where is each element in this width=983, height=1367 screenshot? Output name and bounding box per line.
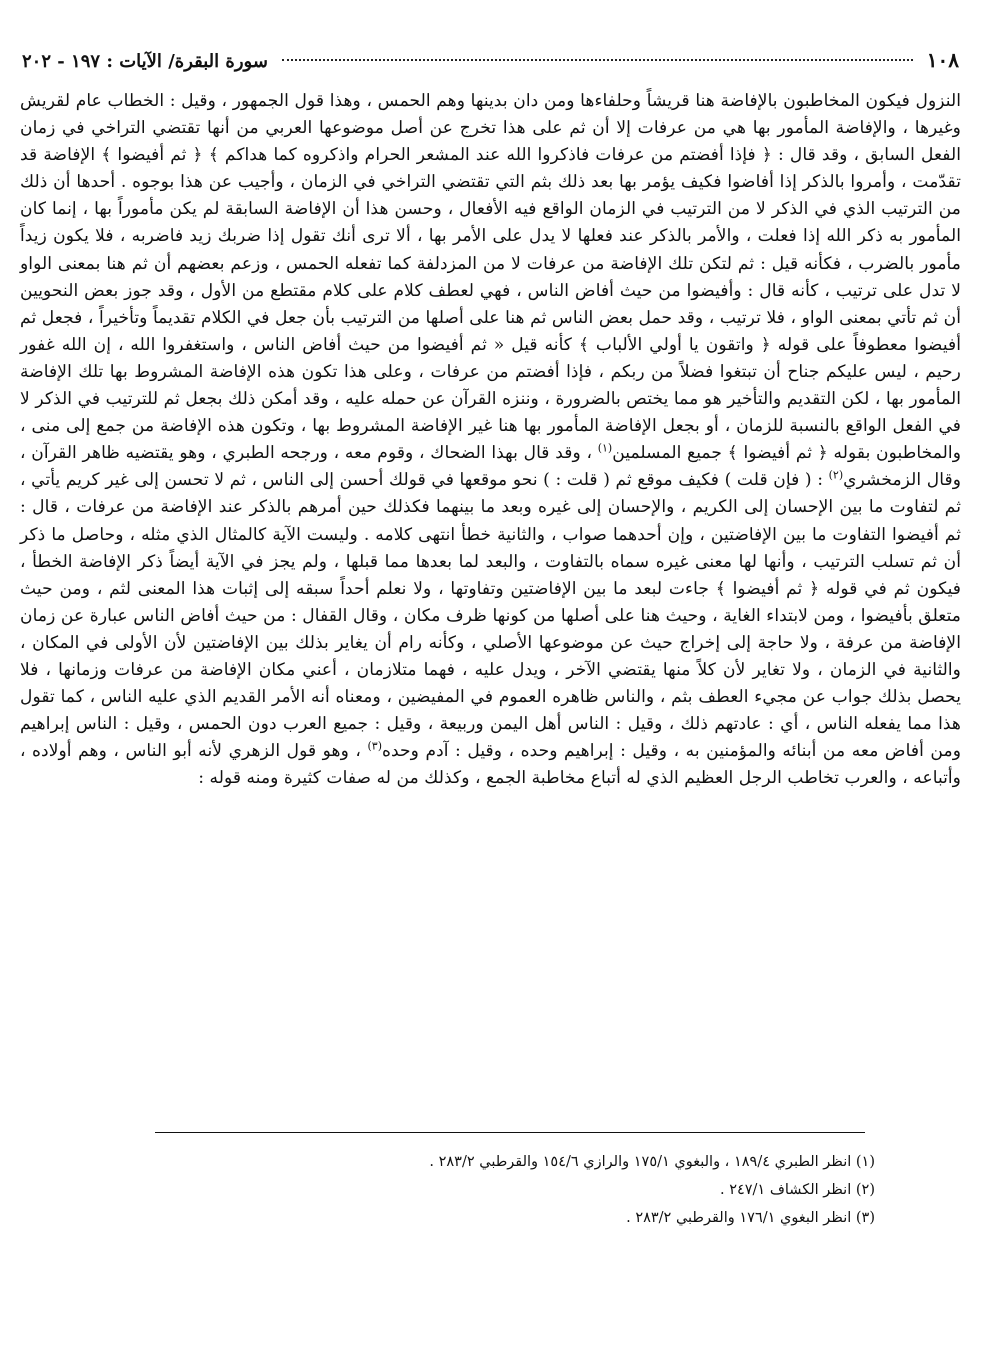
page-header <box>18 48 963 88</box>
dotted-leader <box>282 59 913 61</box>
footnote-2: (٢) انظر الكشاف ٢٤٧/١ . <box>719 1182 875 1198</box>
paragraph-part-3: : ( فإن قلت ) فكيف موقع ثم ( قلت : ) نحو موقعها في قولك أحسن إلى الناس ، ثم لا تحسن إلى غير كريم يأتي ، ثم لتفاوت ما بين الإحسان إلى الكريم ، والإحسان إلى غيره وبعد ما بينهما فكذلك حين أمرهم بالذكر عند الإفاضة من عرفات ، قال : ثم أفيضوا التفاوت ما بين الإفاضتين ، وإن أحدهما صواب ، والثانية خطأ انتهى كلامه . وليست الآية كالمثال الذي مثله ، وحاصل ما ذكر أن ثم تسلب الترتيب ، وأنها لها معنى غيره سماه بالتفاوت ، والبعد لما بعدها مما قبلها ، ولم يجز في الآية أيضاً ذكر الإفاضة الخطأ ، فيكون ثم في قوله ﴿ ثم أفيضوا ﴾ جاءت لبعد ما بين الإفاضتين وتفاوتها ، ولا نعلم أحداً سبقه إلى إثبات هذا المعنى لثم ، ومن حيث متعلق بأفيضوا ، ومن لابتداء الغاية ، وحيث هنا على أصلها من كونها ظرف مكان ، وقال القفال : من حيث أفاض الناس عبارة عن زمان الإفاضة من عرفة ، ولا حاجة إلى إخراج حيث عن موضوعها الأصلي ، وكأنه رام أن يغاير بذلك بين الإفاضتين لأن الأولى في المكان ، والثانية في الزمان ، ولا تغاير لأن كلاً منها يقتضي الآخر ، ويدل عليه ، فهما متلازمان ، أعني مكان الإفاضة من عرفات وزمانها ، فلا يحصل بذلك جواب عن مجيء العطف بثم ، والناس ظاهره العموم في المفيضين ، ومعناه أنه الأمر القديم الذي عليه الناس ، كما تقول هذا مما يفعله الناس ، أي : عادتهم ذلك ، وقيل : الناس أهل اليمن وربيعة ، وقيل : جميع العرب دون الحمس ، وقيل : الناس إبراهيم ومن أفاض معه من أبنائه والمؤمنين به ، وقيل : إبراهيم وحده ، وقيل : آدم وحده <box>20 470 962 762</box>
page-number: ١٠٨ <box>926 48 959 72</box>
footnote-3: (٣) انظر البغوي ١٧٦/١ والقرطبي ٢٨٣/٢ . <box>626 1210 875 1226</box>
book-page <box>18 48 963 1338</box>
running-title: سورة البقرة/ الآيات : ١٩٧ - ٢٠٢ <box>22 51 268 72</box>
footnote-separator <box>155 1132 865 1133</box>
footnote-ref-2: (٢) <box>828 468 844 482</box>
paragraph-part-4: ، وهو قول الزهري لأنه أبو الناس ، وهم أولاده ، وأتباعه ، والعرب تخاطب الرجل العظيم الذي له أتباع مخاطبة الجمع ، وكذلك من له صفات كثيرة ومنه قوله : <box>20 741 961 789</box>
paragraph-part-1: النزول فيكون المخاطبون بالإفاضة هنا قريشاً وحلفاءها ومن دان بدينها وهم الحمس ، وهذا قول الجمهور ، وقيل : الخطاب عام لقريش وغيرها ، والإفاضة المأمور بها هي من عرفات إلا أن ثم على هذا تخرج عن أصل موضوعها العربي من أنها تقتضي التراخي في زمان الفعل السابق ، وقد قال : ﴿ فإذا أفضتم من عرفات فاذكروا الله عند المشعر الحرام واذكروه كما هداكم ﴾ ﴿ ثم أفيضوا ﴾ الإفاضة قد تقدّمت ، وأمروا بالذكر إذا أفاضوا فكيف يؤمر بها بعد ذلك بثم التي تقتضي التراخي في الزمان ، وأجيب عن هذا بوجوه . أحدها أن ذلك من الترتيب الذي في الذكر لا من الترتيب في الزمان الواقع فيه الأفعال ، وحسن هذا أن الإفاضة السابقة لم يكن مأموراً بها ، إنما كان المأمور به ذكر الله إذا فعلت ، والأمر بالذكر عند فعلها لا يدل على الأمر بها ، ألا ترى أنك تقول إذا ضربك زيد فاضربه ، فلا يكون زيداً مأمور بالضرب ، فكأنه قيل : ثم لتكن تلك الإفاضة من عرفات لا من المزدلفة كما تفعله الحمس ، وزعم بعضهم أن ثم هنا بمعنى الواو لا تدل على ترتيب ، كأنه قال : وأفيضوا من حيث أفاض الناس ، فهي لعطف كلام على كلام مقتطع من الأول ، وقد جوز بعض النحويين أن ثم تأتي بمعنى الواو ، فلا ترتيب ، وقد حمل بعض الناس ثم هنا على أصلها من الترتيب بأن جعل في الكلام تقديماً وتأخيراً ، فجعل ثم أفيضوا معطوفاً على قوله ﴿ واتقون يا أولي الألباب ﴾ كأنه قيل « ثم أفيضوا من حيث أفاض الناس ، واستغفروا الله ، إن الله غفور رحيم ، ليس عليكم جناح أن تبتغوا فضلاً من ربكم ، فإذا أفضتم من عرفات ، وعلى هذا تكون هذه الإفاضة المشروط بها تلك الإفاضة المأمور بها ، لكن التقديم والتأخير هو مما يختص بالضرورة ، وننزه القرآن عن حمله عليه ، وقد أمكن ذلك بجعل ثم للترتيب في الذكر لا في الفعل الواقع بالنسبة للزمان ، أو بجعل الإفاضة المأمور بها هنا غير الإفاضة المشروط بها ، وتكون هذه الإفاضة من جمع إلى منى ، والمخاطبون بقوله ﴿ ثم أفيضوا ﴾ جميع المسلمين <box>20 91 961 464</box>
footnotes <box>155 1148 875 1232</box>
footnote-1: (١) انظر الطبري ١٨٩/٤ ، والبغوي ١٧٥/١ والرازي ١٥٤/٦ والقرطبي ٢٨٣/٢ . <box>429 1154 875 1170</box>
footnote-ref-3: (٣) <box>367 739 383 753</box>
footnote-ref-1: (١) <box>597 441 613 455</box>
main-text <box>18 88 963 792</box>
paragraph-part-2: ، وقد قال بهذا الضحاك ، وقوم معه ، ورجحه الطبري ، وهو يقتضيه ظاهر القرآن ، وقال الزمخشري <box>20 443 961 491</box>
